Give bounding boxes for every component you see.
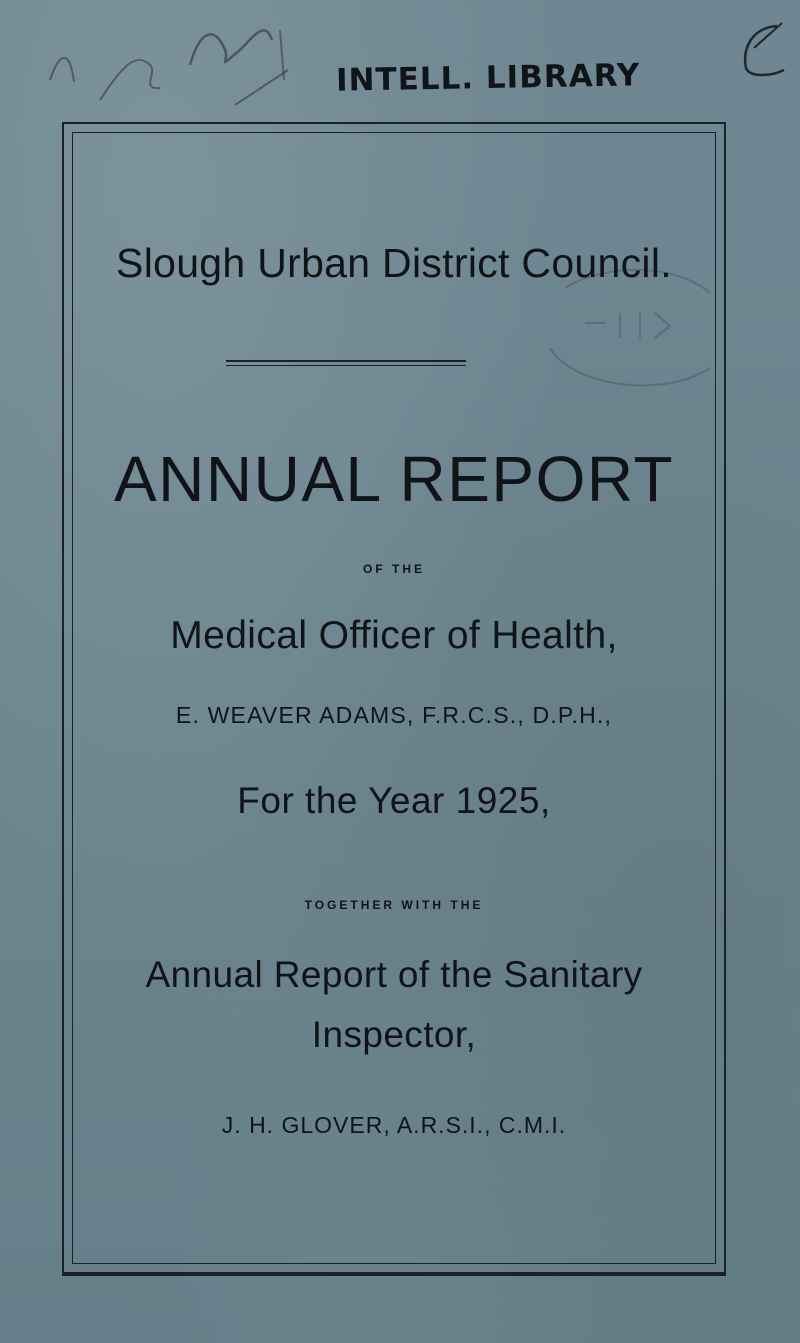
title-page bbox=[62, 122, 726, 1274]
sanitary-report-title-line1: Annual Report of the Sanitary bbox=[145, 954, 643, 995]
library-stamp: INTELL. LIBRARY bbox=[335, 57, 641, 99]
corner-pencil-mark bbox=[732, 18, 792, 88]
medical-officer-name: E. WEAVER ADAMS, F.R.C.S., D.P.H., bbox=[175, 702, 613, 728]
title-divider bbox=[62, 360, 726, 368]
sanitary-report-title-line2: Inspector, bbox=[311, 1014, 477, 1055]
report-title: ANNUAL REPORT bbox=[113, 443, 675, 515]
handwritten-annotation bbox=[40, 10, 330, 120]
sanitary-inspector-name: J. H. GLOVER, A.R.S.I., C.M.I. bbox=[221, 1112, 567, 1138]
council-name: Slough Urban District Council. bbox=[116, 240, 672, 286]
double-rule bbox=[226, 360, 466, 366]
report-year: For the Year 1925, bbox=[237, 780, 551, 821]
medical-officer-title: Medical Officer of Health, bbox=[170, 614, 618, 657]
of-the-label: OF THE bbox=[363, 562, 425, 576]
together-with-label: TOGETHER WITH THE bbox=[304, 898, 484, 912]
